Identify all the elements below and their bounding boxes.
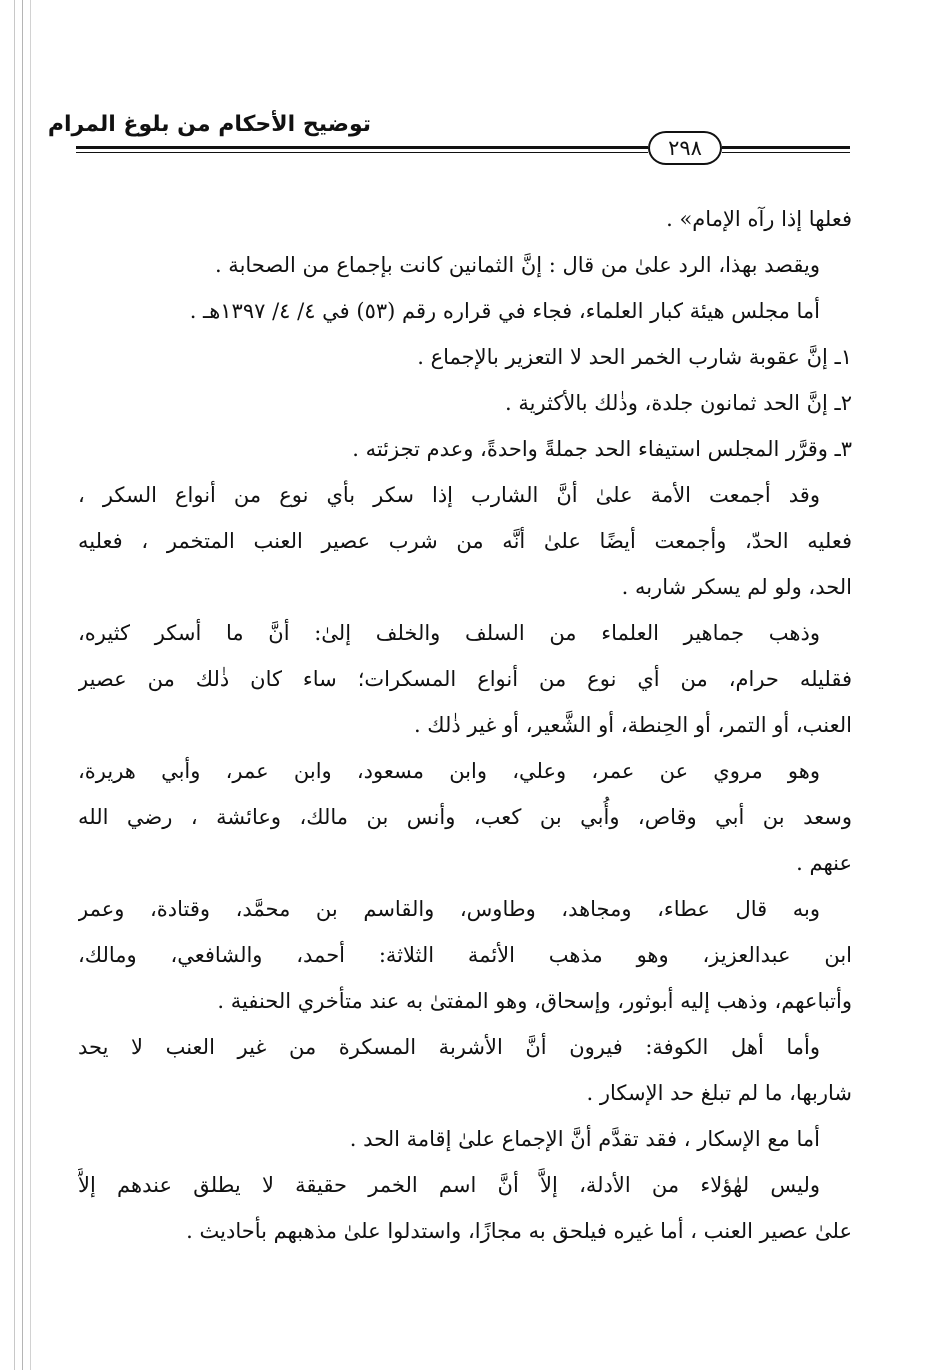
body-line: وأما أهل الكوفة: فيرون أنَّ الأشربة المسكرة من غير العنب لا يحد — [78, 1035, 820, 1059]
body-line: وأتباعهم، وذهب إليه أبوثور، وإسحاق، وهو المفتىٰ به عند متأخري الحنفية . — [217, 989, 852, 1013]
page-margin-line — [14, 0, 15, 1370]
body-line: أما مع الإسكار ، فقد تقدَّم أنَّ الإجماع علىٰ إقامة الحد . — [349, 1127, 820, 1151]
body-line: وسعد بن أبي وقاص، وأُبي بن كعب، وأنس بن مالك، وعائشة ، رضي الله — [78, 805, 852, 829]
header-rule — [722, 152, 850, 153]
body-line: وقد أجمعت الأمة علىٰ أنَّ الشارب إذا سكر بأي نوع من أنواع السكر ، — [78, 483, 820, 507]
body-line: وبه قال عطاء، ومجاهد، وطاوس، والقاسم بن محمَّد، وقتادة، وعمر — [78, 897, 820, 921]
body-line: ٢ـ إنَّ الحد ثمانون جلدة، وذٰلك بالأكثرية . — [505, 391, 852, 415]
page-margin-line — [30, 0, 31, 1370]
body-line: الحد، ولو لم يسكر شاربه . — [621, 575, 852, 599]
book-title: توضيح الأحكام من بلوغ المرام — [47, 112, 371, 137]
body-line: ٣ـ وقرَّر المجلس استيفاء الحد جملةً واحدةً، وعدم تجزئته . — [352, 437, 852, 461]
page-header — [47, 100, 850, 170]
body-line: علىٰ عصير العنب ، أما غيره فيلحق به مجازًا، واستدلوا علىٰ مذهبهم بأحاديث . — [186, 1219, 852, 1243]
header-rule — [76, 152, 648, 153]
body-line: عنهم . — [796, 851, 852, 875]
body-line: وليس لهٰؤلاء من الأدلة، إلاَّ أنَّ اسم الخمر حقيقة لا يطلق عندهم إلاَّ — [78, 1173, 820, 1197]
page-number: ٢٩٨ — [648, 131, 722, 165]
body-line: ١ـ إنَّ عقوبة شارب الخمر الحد لا التعزير بالإجماع . — [417, 345, 852, 369]
body-line: وذهب جماهير العلماء من السلف والخلف إلىٰ: أنَّ ما أسكر كثيره، — [78, 621, 820, 645]
body-line: فقليله حرام، من أي نوع من أنواع المسكرات؛ ساء كان ذٰلك من عصير — [78, 667, 852, 691]
body-line: شاربها، ما لم تبلغ حد الإسكار . — [586, 1081, 852, 1105]
body-line: العنب، أو التمر، أو الحِنطة، أو الشَّعير، أو غير ذٰلك . — [413, 713, 852, 737]
header-rule — [722, 146, 850, 149]
body-line: أما مجلس هيئة كبار العلماء، فجاء في قراره رقم (٥٣) في ٤/ ٤/ ١٣٩٧هـ . — [189, 299, 820, 323]
body-line: ويقصد بهذا، الرد علىٰ من قال : إنَّ الثمانين كانت بإجماع من الصحابة . — [214, 253, 820, 277]
page-margin-line — [22, 0, 23, 1370]
body-line: ابن عبدالعزيز، وهو مذهب الأئمة الثلاثة: أحمد، والشافعي، ومالك، — [78, 943, 852, 967]
body-line: فعليه الحدّ، وأجمعت أيضًا علىٰ أنَّه من شرب عصير العنب المتخمر ، فعليه — [78, 529, 852, 553]
header-rule — [76, 146, 648, 149]
body-line: فعلها إذا رآه الإمام» . — [666, 207, 852, 231]
page-body — [78, 196, 852, 1254]
body-line: وهو مروي عن عمر، وعلي، وابن مسعود، وابن عمر، وأبي هريرة، — [78, 759, 820, 783]
